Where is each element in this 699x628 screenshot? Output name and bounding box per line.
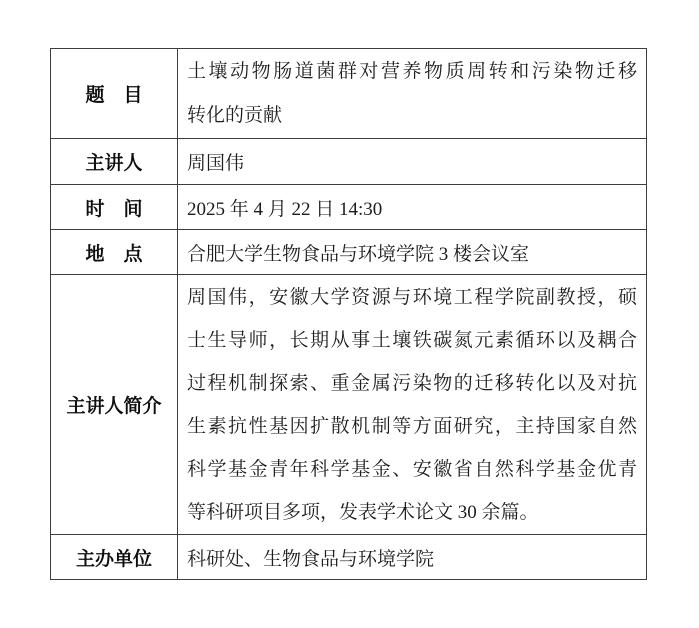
speaker-row-label: 主讲人 <box>51 139 178 184</box>
seminar-notice-table <box>50 48 647 580</box>
location-row-value: 合肥大学生物食品与环境学院 3 楼会议室 <box>187 243 530 265</box>
bio-line-1: 周国伟，安徽大学资源与环境工程学院副教授，硕 <box>187 287 637 308</box>
bio-row-content <box>178 275 646 534</box>
location-row-label: 地 点 <box>51 230 178 274</box>
table-row-title <box>51 49 646 138</box>
time-row-value: 2025 年 4 月 22 日 14:30 <box>187 198 383 220</box>
table-row-time <box>51 184 646 229</box>
bio-line-6: 等科研项目多项，发表学术论文 30 余篇。 <box>187 502 539 523</box>
table-row-bio <box>51 274 646 534</box>
title-row-label: 题 目 <box>51 49 178 138</box>
bio-line-5: 科学基金青年科学基金、安徽省自然科学基金优青 <box>187 459 637 480</box>
time-row-label: 时 间 <box>51 185 178 229</box>
table-row-organizer <box>51 534 646 579</box>
title-line-1: 土壤动物肠道菌群对营养物质周转和污染物迁移 <box>187 61 637 82</box>
title-line-2: 转化的贡献 <box>187 104 283 126</box>
title-row-content <box>178 49 646 138</box>
table-row-speaker <box>51 138 646 184</box>
bio-row-label: 主讲人简介 <box>51 275 178 534</box>
speaker-row-value: 周国伟 <box>187 153 245 174</box>
bio-line-4: 生素抗性基因扩散机制等方面研究，主持国家自然 <box>187 416 637 437</box>
table-row-location <box>51 229 646 274</box>
bio-line-2: 士生导师，长期从事土壤铁碳氮元素循环以及耦合 <box>187 330 637 351</box>
organizer-row-value: 科研处、生物食品与环境学院 <box>187 548 435 570</box>
bio-line-3: 过程机制探索、重金属污染物的迁移转化以及对抗 <box>187 373 637 394</box>
organizer-row-label: 主办单位 <box>51 535 178 579</box>
